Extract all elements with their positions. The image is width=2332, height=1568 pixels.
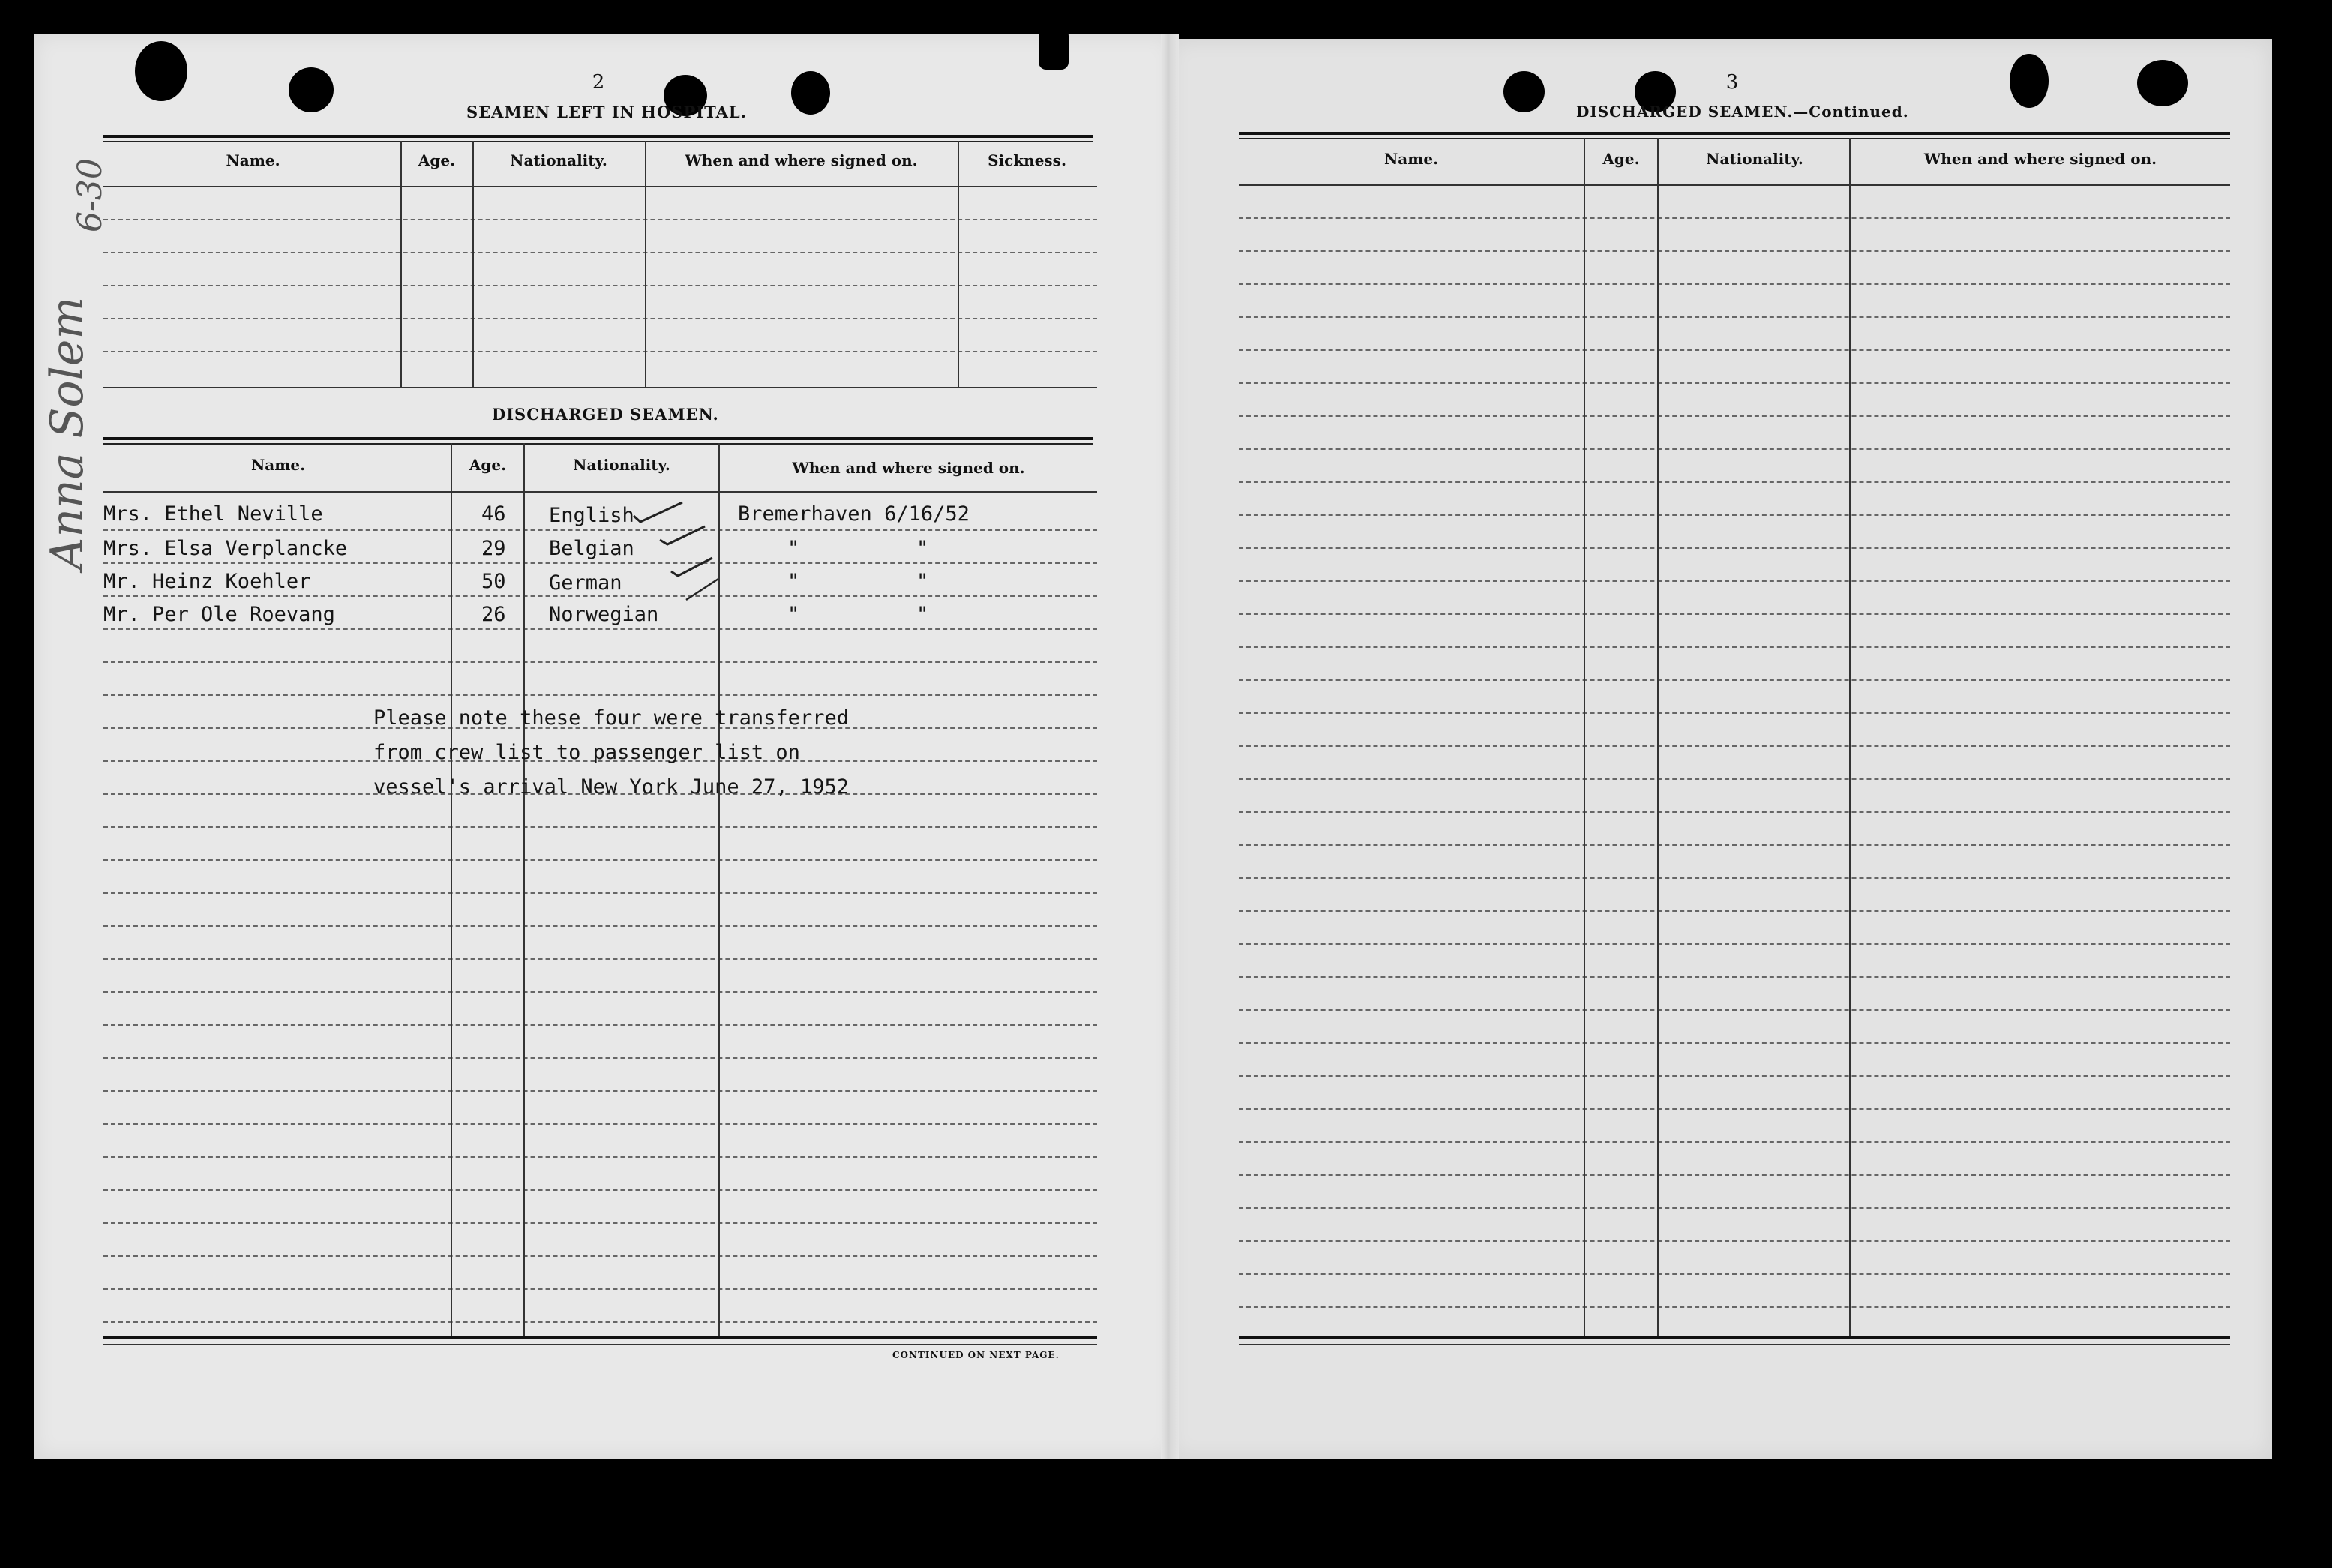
right-col-signed-on: When and where signed on. xyxy=(1923,150,2157,168)
row-name: Mr. Per Ole Roevang xyxy=(103,603,335,626)
punch-hole xyxy=(1503,71,1545,112)
row-name: Mrs. Elsa Verplancke xyxy=(103,537,348,560)
row-ditto: " xyxy=(787,603,800,626)
ruled-line xyxy=(1239,844,2230,846)
hospital-col-sickness: Sickness. xyxy=(988,151,1066,169)
ruled-line xyxy=(1239,415,2230,417)
ruled-line xyxy=(1239,910,2230,912)
ruled-line xyxy=(1239,1042,2230,1044)
punch-hole xyxy=(1039,28,1069,70)
ruled-line xyxy=(1239,613,2230,615)
row-ditto: " xyxy=(916,537,929,560)
ruled-line xyxy=(1239,1273,2230,1275)
ruled-line xyxy=(1239,1108,2230,1110)
ruled-line xyxy=(1239,1141,2230,1143)
ruled-line xyxy=(1239,1240,2230,1242)
ruled-line xyxy=(1239,778,2230,780)
row-ditto: " xyxy=(916,570,929,593)
discharged-col-nationality: Nationality. xyxy=(573,456,670,474)
row-name: Mrs. Ethel Neville xyxy=(103,502,323,526)
discharged-col-signed-on: When and where signed on. xyxy=(792,459,1025,477)
ruled-line xyxy=(1239,712,2230,714)
right-col-age: Age. xyxy=(1602,150,1640,168)
ruled-line xyxy=(1239,448,2230,450)
ruled-line xyxy=(1239,679,2230,681)
ruled-line xyxy=(1239,481,2230,483)
right-col-nationality: Nationality. xyxy=(1706,150,1803,168)
row-age: 46 xyxy=(481,502,506,526)
ruled-line xyxy=(1239,646,2230,648)
page-number-right: 3 xyxy=(1725,71,1739,94)
row-nationality: Belgian xyxy=(549,537,634,560)
margin-note-date: 6-30 xyxy=(71,158,109,232)
margin-note-name: Anna Solem xyxy=(41,296,94,570)
punch-hole xyxy=(2137,60,2188,106)
discharged-col-name: Name. xyxy=(250,456,306,474)
row-signed-on: Bremerhaven 6/16/52 xyxy=(738,502,970,526)
ruled-line xyxy=(1239,580,2230,582)
punch-hole xyxy=(791,71,830,115)
row-ditto: " xyxy=(787,537,800,560)
ruled-line xyxy=(1239,250,2230,252)
ruled-line xyxy=(1239,1306,2230,1308)
note-line: vessel's arrival New York June 27, 1952 xyxy=(373,775,849,799)
punch-hole xyxy=(135,41,187,101)
hospital-col-nationality: Nationality. xyxy=(510,151,607,169)
ruled-line xyxy=(1239,1174,2230,1176)
ruled-line xyxy=(1239,1207,2230,1209)
ruled-line xyxy=(1239,1075,2230,1077)
hospital-col-age: Age. xyxy=(418,151,456,169)
ruled-line xyxy=(1239,514,2230,516)
ruled-line xyxy=(1239,382,2230,384)
row-nationality: German xyxy=(549,571,622,595)
row-nationality: English xyxy=(549,504,634,527)
ruled-line xyxy=(1239,547,2230,549)
ruled-line xyxy=(1239,811,2230,813)
punch-hole xyxy=(2010,54,2049,108)
note-line: Please note these four were transferred xyxy=(373,706,849,730)
continued-footer: CONTINUED ON NEXT PAGE. xyxy=(892,1350,1060,1360)
hospital-col-name: Name. xyxy=(226,151,280,169)
ruled-line xyxy=(1239,976,2230,978)
right-section-title: DISCHARGED SEAMEN.—Continued. xyxy=(1576,103,1909,121)
ruled-line xyxy=(1239,283,2230,285)
right-col-name: Name. xyxy=(1383,150,1439,168)
ruled-line xyxy=(1239,943,2230,945)
page-number-left: 2 xyxy=(592,71,605,94)
discharged-col-age: Age. xyxy=(469,456,507,474)
ruled-line xyxy=(1239,1009,2230,1011)
discharged-section-title: DISCHARGED SEAMEN. xyxy=(492,405,719,424)
row-age: 29 xyxy=(481,537,506,560)
page-fold xyxy=(1161,34,1179,1459)
ruled-line xyxy=(1239,217,2230,219)
ruled-line xyxy=(1239,877,2230,879)
hospital-col-signed-on: When and where signed on. xyxy=(685,151,918,169)
row-ditto: " xyxy=(916,603,929,626)
row-name: Mr. Heinz Koehler xyxy=(103,570,311,593)
punch-hole xyxy=(289,67,334,112)
ruled-line xyxy=(1239,349,2230,351)
ruled-line xyxy=(1239,745,2230,747)
check-mark-icon xyxy=(630,495,720,615)
row-age: 50 xyxy=(481,570,506,593)
note-line: from crew list to passenger list on xyxy=(373,741,800,764)
row-nationality: Norwegian xyxy=(549,603,659,626)
row-ditto: " xyxy=(787,570,800,593)
row-age: 26 xyxy=(481,603,506,626)
hospital-section-title: SEAMEN LEFT IN HOSPITAL. xyxy=(466,103,747,121)
ruled-line xyxy=(1239,316,2230,318)
